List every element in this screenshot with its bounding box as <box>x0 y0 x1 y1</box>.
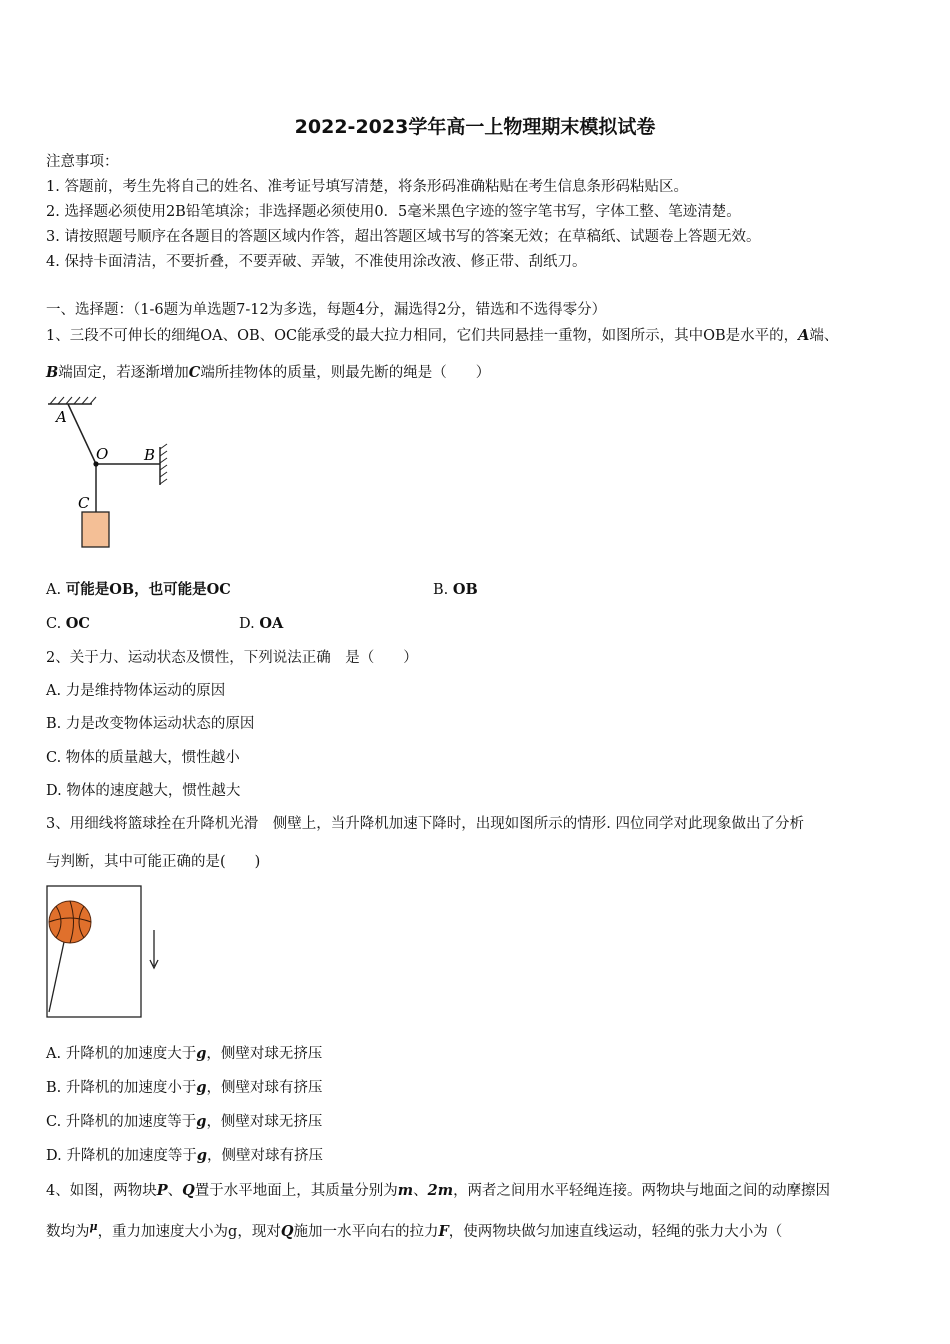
notice-item: 2. 选择题必须使用2B铅笔填涂；非选择题必须使用0．5毫米黑色字迹的签字笔书写，字体工整、笔迹清楚。 <box>46 204 741 220</box>
q4-text: 置于水平地面上，其质量分别为 <box>194 1183 398 1199</box>
elevator-diagram <box>44 884 168 1020</box>
ceiling-hatch <box>50 397 96 404</box>
q4-stem-line2 <box>46 1217 782 1242</box>
option-text: 可能是OB，也可能是OC <box>65 581 231 598</box>
q4-text: ，重力加速度大小为g，现对 <box>97 1223 281 1240</box>
basketball-icon <box>49 901 91 943</box>
symbol-g: g <box>196 1147 207 1164</box>
q2-option-b[interactable]: B. 力是改变物体运动状态的原因 <box>46 716 255 732</box>
symbol-q: Q <box>182 1182 195 1199</box>
q3-option-b[interactable] <box>46 1078 323 1098</box>
q1-text: 端固定，若逐渐增加 <box>58 365 189 381</box>
option-text: ，侧壁对球有挤压 <box>206 1080 323 1096</box>
option-text: B. 升降机的加速度小于 <box>46 1080 197 1096</box>
q1-text: 1、三段不可伸长的细绳OA、OB、OC能承受的最大拉力相同，它们共同悬挂一重物，如图所示，其中OB是水平的， <box>46 328 799 344</box>
notice-item: 4. 保持卡面清洁，不要折叠，不要弄破、弄皱，不准使用涂改液、修正带、刮纸刀。 <box>46 254 587 270</box>
q3-option-a[interactable] <box>46 1044 322 1064</box>
label-b: B <box>144 446 156 464</box>
label-o: O <box>96 445 109 463</box>
q1-option-d[interactable] <box>239 614 283 634</box>
q1-option-b[interactable] <box>433 580 478 600</box>
point-label-b: B <box>46 364 59 381</box>
rope-oa <box>68 404 96 464</box>
q2-option-c[interactable]: C. 物体的质量越大，惯性越小 <box>46 750 240 766</box>
q1-stem-line1 <box>46 326 838 346</box>
option-letter: D. <box>239 616 260 632</box>
q1-stem-line2 <box>46 363 490 383</box>
option-letter: A. <box>46 582 66 598</box>
q4-stem-line1 <box>46 1181 830 1201</box>
label-a: A <box>56 408 67 426</box>
q4-text: ，两者之间用水平轻绳连接。两物块与地面之间的动摩擦因 <box>453 1183 831 1199</box>
q2-option-a[interactable]: A. 力是维持物体运动的原因 <box>46 683 226 699</box>
q1-option-a[interactable] <box>46 580 231 600</box>
q3-stem-line2: 与判断，其中可能正确的是( ) <box>46 854 261 870</box>
q4-text: ，使两物块做匀加速直线运动，轻绳的张力大小为（ <box>448 1223 783 1240</box>
q4-text: 、 <box>167 1183 183 1199</box>
point-label-c: C <box>188 364 201 381</box>
option-text: C. 升降机的加速度等于 <box>46 1114 197 1130</box>
q1-text: 端所挂物体的质量，则最先断的绳是（ ） <box>200 365 491 381</box>
q4-text: 4、如图，两物块 <box>46 1183 157 1199</box>
point-label-a: A <box>798 327 810 344</box>
q2-option-d[interactable]: D. 物体的速度越大，惯性越大 <box>46 783 241 799</box>
q2-stem: 2、关于力、运动状态及惯性，下列说法正确 是（ ） <box>46 650 418 666</box>
option-text: ，侧壁对球无挤压 <box>206 1046 323 1062</box>
option-text: ，侧壁对球无挤压 <box>206 1114 323 1130</box>
page-title: 2022-2023学年高一上物理期末模拟试卷 <box>294 116 656 138</box>
q1-text: 端、 <box>809 328 839 344</box>
option-text: ，侧壁对球有挤压 <box>206 1148 323 1164</box>
rope-diagram <box>40 392 180 552</box>
q3-stem-line1: 3、用细线将篮球拴在升降机光滑 侧壁上，当升降机加速下降时，出现如图所示的情形. 四位同学对此现象做出了分析 <box>46 816 804 832</box>
q4-text: 施加一水平向右的拉力 <box>293 1223 439 1240</box>
symbol-2m: 2m <box>427 1182 454 1199</box>
option-letter: B. <box>433 582 453 598</box>
option-text: A. 升降机的加速度大于 <box>46 1046 197 1062</box>
notice-item: 1. 答题前，考生先将自己的姓名、准考证号填写清楚，将条形码准确粘贴在考生信息条形码粘贴区。 <box>46 179 688 195</box>
symbol-g: g <box>196 1079 207 1096</box>
label-c: C <box>78 494 90 512</box>
symbol-m: m <box>397 1182 414 1199</box>
option-letter: C. <box>46 616 66 632</box>
symbol-q: Q <box>280 1222 294 1240</box>
symbol-g: g <box>196 1045 207 1062</box>
hanging-mass <box>82 512 109 547</box>
option-text: OA <box>259 615 284 632</box>
symbol-f: F <box>438 1222 449 1240</box>
q3-option-d[interactable] <box>46 1146 323 1166</box>
option-text: D. 升降机的加速度等于 <box>46 1148 197 1164</box>
option-text: OC <box>65 615 90 632</box>
wall-hatch <box>160 444 167 484</box>
notice-heading: 注意事项： <box>46 154 119 170</box>
symbol-p: P <box>156 1182 168 1199</box>
symbol-mu: μ <box>89 1220 98 1233</box>
q3-option-c[interactable] <box>46 1112 322 1132</box>
notice-item: 3. 请按照题号顺序在各题目的答题区域内作答，超出答题区域书写的答案无效；在草稿纸、试题卷上答题无效。 <box>46 229 761 245</box>
option-text: OB <box>452 581 478 598</box>
symbol-g: g <box>196 1113 207 1130</box>
q4-text: 数均为 <box>46 1223 90 1240</box>
section-heading: 一、选择题：（1-6题为单选题7-12为多选，每题4分，漏选得2分，错选和不选得零分） <box>46 302 607 318</box>
q4-text: 、 <box>413 1183 428 1199</box>
q1-option-c[interactable] <box>46 614 90 634</box>
